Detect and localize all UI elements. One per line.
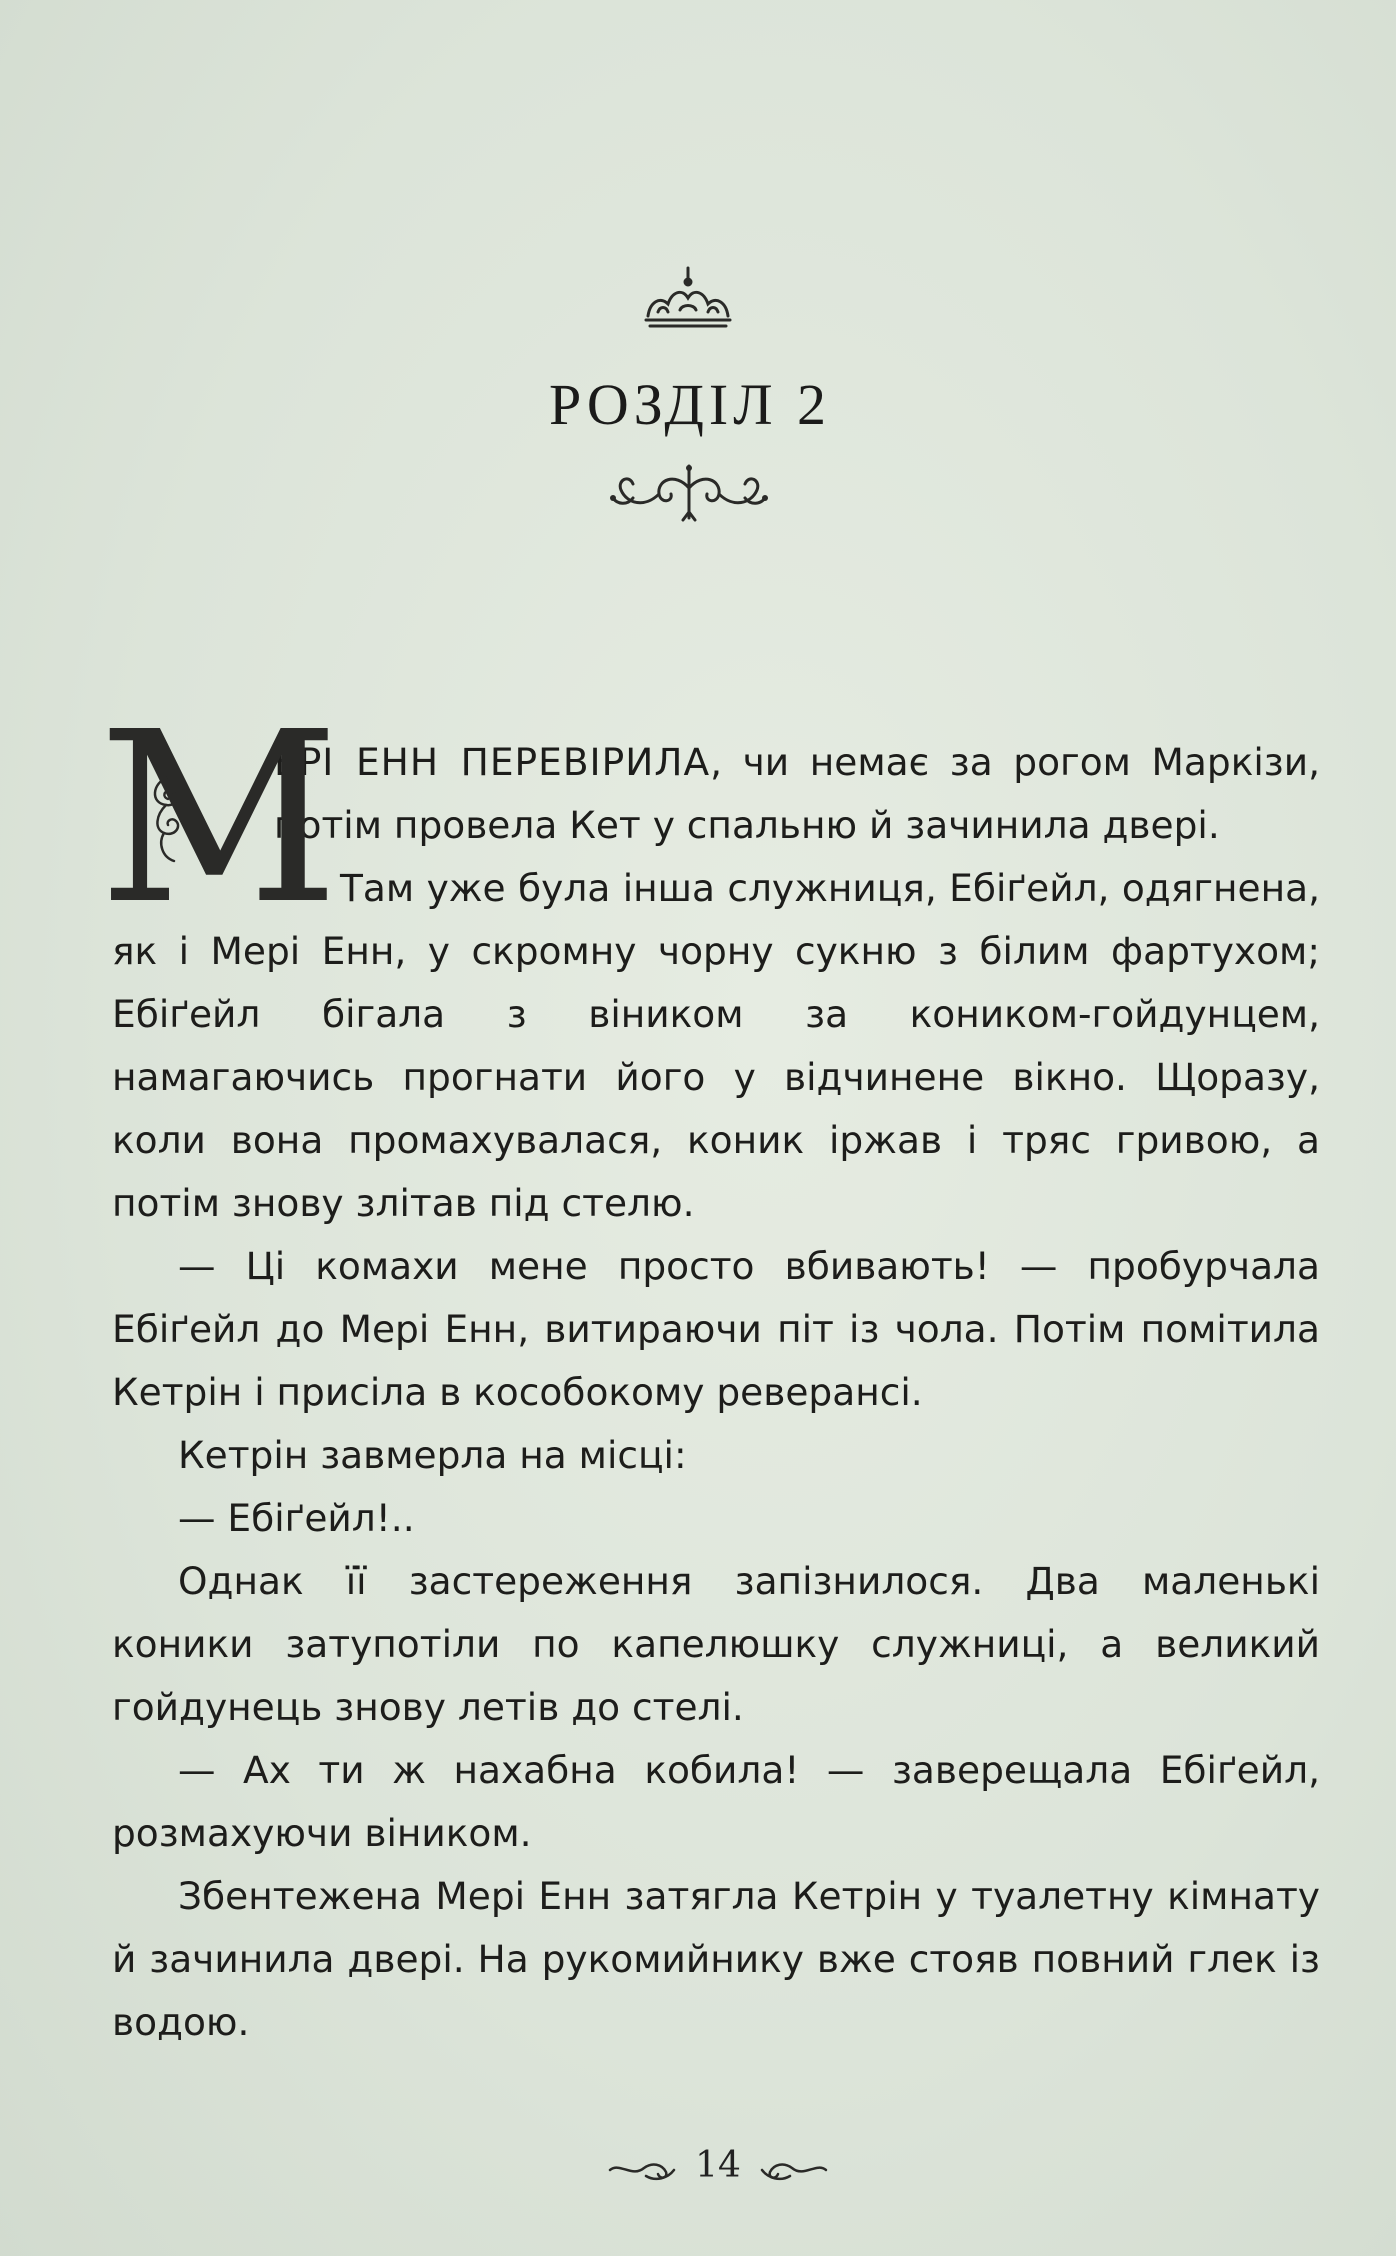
drop-cap-swirl-icon: [138, 769, 198, 869]
swirl-left-icon: [606, 2156, 678, 2184]
paragraph: — Ах ти ж нахабна кобила! — заверещала Ебіґейл, розмахуючи віником.: [112, 1748, 1320, 1855]
first-line-smallcaps: ЕРІ ЕНН ПЕРЕВІРИЛА: [274, 740, 711, 784]
page-footer: [0, 2140, 1396, 2192]
paragraph: — Ебіґейл!..: [178, 1496, 415, 1540]
chapter-text: [98, 681, 1320, 2054]
paragraph: Кетрін завмерла на місці:: [178, 1433, 687, 1477]
first-paragraph-rest: , чи немає за рогом Маркізи, потім провела Кет у спальню й зачинила двері.: [274, 740, 1320, 847]
drop-cap-letter: М: [98, 681, 340, 956]
first-paragraph: [98, 681, 1320, 956]
paragraph: Однак її застереження запізнилося. Два маленькі коники затупотіли по капелюшку служниці, а великий гойдунець знову летів до стелі.: [112, 1559, 1320, 1729]
paragraph: Збентежена Мері Енн затягла Кетрін у туалетну кімнату й зачинила двері. На рукомийнику вже стояв повний глек із водою.: [112, 1874, 1320, 2044]
drop-cap: [98, 681, 340, 956]
crown-ornament-icon: [640, 262, 736, 342]
swirl-right-icon: [758, 2156, 830, 2184]
page-number: 14: [695, 2145, 741, 2186]
paragraph: Там уже була інша служниця, Ебіґейл, одягнена, як і Мері Енн, у скромну чорну сукню з білим фартухом; Ебіґейл бігала з віником за коником-гойдунцем, намагаючись прогнати його у відчинене вікно. Щоразу, коли вона промахувалася, коник іржав і тряс гривою, а потім знову злітав під стелю.: [112, 866, 1320, 1225]
flourish-ornament-icon: [605, 458, 773, 528]
chapter-title: РОЗДІЛ 2: [548, 372, 832, 437]
paragraph: — Ці комахи мене просто вбивають! — пробурчала Ебіґейл до Мері Енн, витираючи піт із чола. Потім помітила Кетрін і присіла в кособокому реверансі.: [112, 1244, 1320, 1414]
